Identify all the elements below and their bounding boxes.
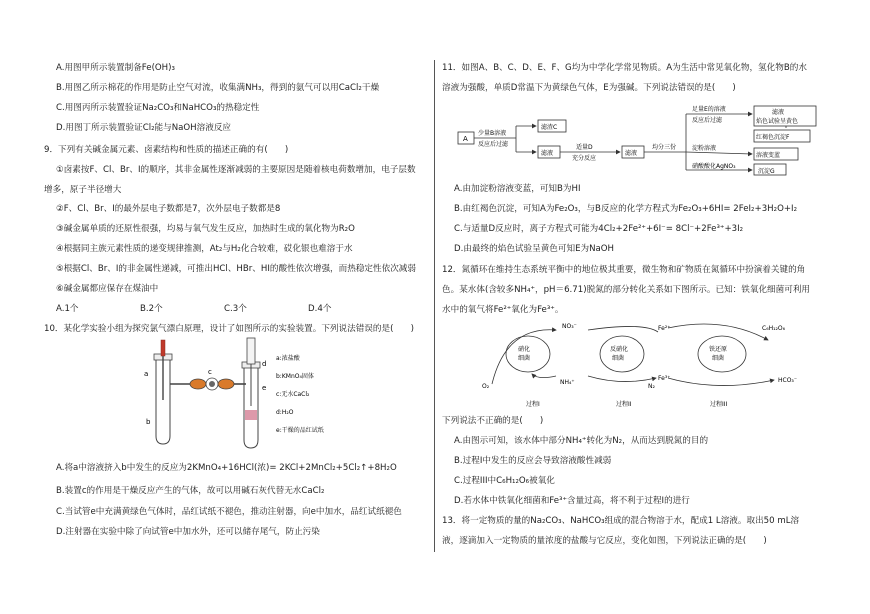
arrow1-top-label: 少量B溶液 bbox=[478, 130, 507, 137]
q11-option-c: C.与适量D反应时，离子方程式可能为4Cl₂+2Fe²⁺+6I⁻= 8Cl⁻+2Fe³⁺+3I₂ bbox=[454, 224, 744, 234]
label-c: c bbox=[208, 368, 212, 376]
q11-flow-diagram bbox=[456, 102, 818, 176]
q12-option-b: B.过程I中发生的反应会导致溶液酸性减弱 bbox=[454, 456, 612, 466]
c6-label: C₆H₁₂O₆ bbox=[762, 325, 786, 332]
q12-question: 下列说法不正确的是( ) bbox=[442, 416, 544, 426]
nh4-label: NH₄⁺ bbox=[560, 379, 575, 386]
result-2: 红褐色沉淀F bbox=[756, 134, 790, 141]
q9-choice-d: D.4个 bbox=[308, 304, 332, 314]
drying-tube-c bbox=[190, 378, 234, 390]
q9-item-2: ②F、Cl、Br、I的最外层电子数都是7，次外层电子数都是8 bbox=[56, 204, 281, 214]
c2-line1: 反硝化 bbox=[610, 346, 629, 353]
branch1-label-1: 足量E的溶液 bbox=[692, 106, 726, 113]
process-1-label: 过程I bbox=[526, 401, 540, 408]
filtrate-c-label: 滤渣C bbox=[541, 124, 558, 131]
q10-option-d: D.注射器在实验中除了向试管e中加水外，还可以储存尾气，防止污染 bbox=[56, 527, 320, 537]
label-d: d bbox=[262, 360, 267, 368]
arrow2-top-label: 适量D bbox=[576, 144, 593, 151]
box-a-label: A bbox=[463, 135, 468, 143]
o2-label: O₂ bbox=[482, 383, 490, 390]
q8-option-a: A.用图甲所示装置制备Fe(OH)₃ bbox=[56, 63, 175, 73]
q12-option-a: A.由图示可知，该水体中部分NH₄⁺转化为N₂，从而达到脱氮的目的 bbox=[454, 436, 709, 446]
q9-stem: 9．下列有关碱金属元素、卤素结构和性质的描述正确的有( ) bbox=[44, 145, 289, 155]
legend-e: e:干燥的品红试纸 bbox=[276, 427, 324, 434]
q8-option-d: D.用图丁所示装置验证Cl₂能与NaOH溶液反应 bbox=[56, 123, 232, 133]
nitrifying-bacteria-circle bbox=[506, 336, 550, 372]
c1-line2: 细菌 bbox=[518, 355, 531, 362]
filtrate-label: 滤液 bbox=[541, 150, 554, 157]
arrow2-bottom-label: 充分反应 bbox=[572, 155, 597, 162]
branch3-label: 硝酸酸化AgNO₃ bbox=[692, 163, 736, 170]
result-4: 沉淀G bbox=[758, 168, 775, 175]
split-label: 均分三份 bbox=[652, 144, 677, 151]
q11-option-a: A.由加淀粉溶液变蓝，可知B为HI bbox=[454, 184, 581, 194]
label-b: b bbox=[146, 418, 151, 426]
q12-option-d: D.若水体中铁氧化细菌和Fe³⁺含量过高，将不利于过程I的进行 bbox=[454, 496, 690, 506]
result-3: 溶液变蓝 bbox=[756, 152, 781, 159]
q10-option-b: B.装置c的作用是干燥反应产生的气体，故可以用碱石灰代替无水CaCl₂ bbox=[56, 486, 325, 496]
legend-c: c:无水CaCl₂ bbox=[276, 391, 310, 398]
legend-d: d:H₂O bbox=[276, 409, 294, 416]
process-3-label: 过程III bbox=[710, 401, 728, 408]
legend-a: a:浓盐酸 bbox=[276, 355, 300, 362]
label-e: e bbox=[262, 384, 267, 392]
q10-apparatus-figure bbox=[142, 336, 332, 454]
branch2-label: 淀粉溶液 bbox=[692, 145, 717, 152]
q11-option-d: D.由最终的焰色试验呈黄色可知E为NaOH bbox=[454, 244, 615, 254]
q9-item-3: ③碱金属单质的还原性很强，均易与氧气发生反应，加热时生成的氧化物为R₂O bbox=[56, 224, 355, 234]
column-divider bbox=[434, 60, 435, 552]
q11-stem-1: 11．如图A、B、C、D、E、F、G均为中学化学常见物质。A为生活中常见氧化物，氢化物B的水 bbox=[442, 63, 807, 73]
hco3-label: HCO₃⁻ bbox=[778, 377, 797, 384]
q12-option-c: C.过程III中C₆H₁₂O₆被氧化 bbox=[454, 476, 555, 486]
q8-option-b: B.用图乙所示棉花的作用是防止空气对流，收集满NH₃，得到的氨气可以用CaCl₂干燥 bbox=[56, 83, 380, 93]
process-2-label: 过程II bbox=[616, 401, 632, 408]
q11-stem-2: 溶液为强酸，单质D常温下为黄绿色气体，E为强碱。下列说法错误的是( ) bbox=[442, 83, 736, 93]
q12-nitrogen-diagram bbox=[472, 318, 812, 410]
iron-reducing-bacteria-circle bbox=[698, 336, 746, 372]
q12-stem-1: 12．氮循环在维持生态系统平衡中的地位极其重要，微生物和矿物质在氮循环中扮演着关键的角 bbox=[442, 265, 806, 275]
q9-item-1: ①卤素按F、Cl、Br、I的顺序，其非金属性逐渐减弱的主要原因是随着核电荷数增加，电子层数 bbox=[56, 165, 416, 175]
q9-item-5: ⑤根据Cl、Br、I的非金属性递减，可推出HCl、HBr、HI的酸性依次增强，而热稳定性依次减弱 bbox=[56, 264, 416, 274]
q10-option-a: A.将a中溶液挤入b中发生的反应为2KMnO₄+16HCl(浓)= 2KCl+2MnCl₂+5Cl₂↑+8H₂O bbox=[56, 463, 397, 473]
fe3-label: Fe³⁺ bbox=[658, 375, 671, 382]
q8-option-c: C.用图丙所示装置验证Na₂CO₃和NaHCO₃的热稳定性 bbox=[56, 103, 260, 113]
q12-stem-3: 水中的氧气将Fe²⁺氧化为Fe³⁺。 bbox=[442, 305, 564, 315]
c2-line2: 细菌 bbox=[612, 355, 625, 362]
c3-line2: 细菌 bbox=[712, 355, 725, 362]
fe2-label: Fe²⁺ bbox=[658, 325, 671, 332]
q11-option-b: B.由红褐色沉淀，可知A为Fe₂O₃，与B反应的化学方程式为Fe₂O₃+6HI= 2FeI₂+3H₂O+I₂ bbox=[454, 204, 798, 214]
q9-choice-b: B.2个 bbox=[140, 304, 163, 314]
result-1a: 滤液 bbox=[772, 109, 785, 116]
arrow1-bottom-label: 反应后过滤 bbox=[478, 141, 509, 148]
label-a: a bbox=[144, 370, 149, 378]
c3-line1: 铁还原 bbox=[709, 346, 728, 353]
q9-item-4: ④根据同主族元素性质的递变规律推测，At₂与H₂化合较难，砹化银也难溶于水 bbox=[56, 244, 353, 254]
q13-stem-2: 液，逐滴加入一定物质的量浓度的盐酸与它反应，变化如图，下列说法正确的是( ) bbox=[442, 536, 767, 546]
q10-option-c: C.当试管e中充满黄绿色气体时，品红试纸不褪色，推动注射器，向e中加水，品红试纸褪色 bbox=[56, 507, 402, 517]
n2-label: N₂ bbox=[648, 383, 655, 390]
syringe-d bbox=[247, 338, 255, 406]
q9-item-1-cont: 增多，原子半径增大 bbox=[44, 185, 122, 195]
q9-choice-a: A.1个 bbox=[56, 304, 79, 314]
filtrate-2-label: 滤液 bbox=[625, 150, 638, 157]
c1-line1: 硝化 bbox=[518, 346, 531, 353]
no3-label: NO₃⁻ bbox=[562, 323, 577, 330]
branch1-label-2: 反应后过滤 bbox=[692, 117, 723, 124]
q9-choice-c: C.3个 bbox=[224, 304, 247, 314]
dropper-a bbox=[161, 340, 165, 400]
q12-stem-2: 色。某水体(含较多NH₄⁺，pH＝6.71)脱氮的部分转化关系如下图所示。已知：铁氧化细菌可利用 bbox=[442, 285, 811, 295]
result-1b: 焰色试验呈黄色 bbox=[756, 118, 799, 125]
q9-item-6: ⑥碱金属都应保存在煤油中 bbox=[56, 284, 159, 294]
legend-b: b:KMnO₄固体 bbox=[276, 373, 314, 380]
q9-choices bbox=[56, 304, 392, 315]
q10-stem: 10．某化学实验小组为探究氯气漂白原理，设计了如图所示的实验装置。下列说法错误的是( ) bbox=[44, 324, 414, 334]
q13-stem-1: 13．将一定物质的量的Na₂CO₃、NaHCO₃组成的混合物溶于水，配成1 L溶液。取出50 mL溶 bbox=[442, 516, 800, 526]
denitrifying-bacteria-circle bbox=[600, 336, 644, 372]
